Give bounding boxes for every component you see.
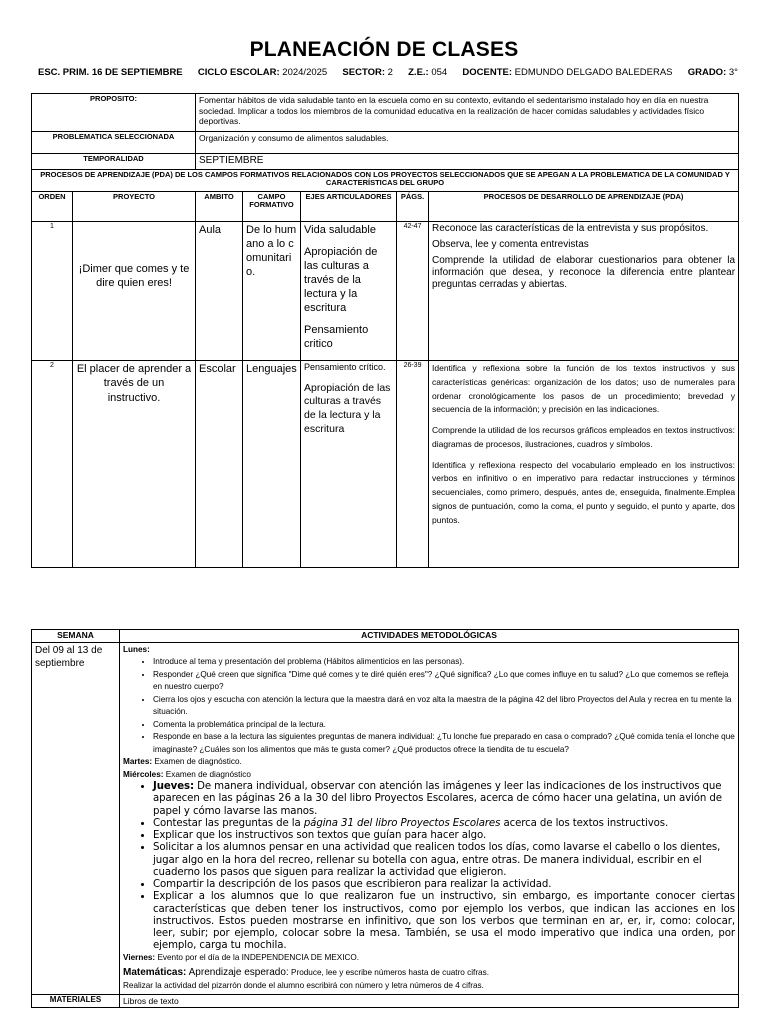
row-campo: Lenguajes (243, 361, 301, 568)
planning-table (31, 93, 739, 568)
zona-escolar: Z.E.: 054 (408, 67, 448, 78)
proposito-value: Fomentar hábitos de vida saludable tanto en la escuela como en su contexto, evitando el sedentarismo instalado hoy en día en nuestra sociedad. Implicar a todos los miembros de la comunidad educativa en la realización de hacer comidas saludables y actividades físico deportivas. (196, 94, 739, 132)
list-item: • Compartir la descripción de los pasos que escribieron para realizar la actividad. (153, 879, 735, 891)
list-item: • Jueves: De manera individual, observar con atención las imágenes y leer las indicaciones de los instructivos que aparecen en las páginas 26 a la 30 del libro Proyectos Escolares, acerca de cómo hacer una gelatina, un avión de papel y cómo lavarse las manos. (153, 781, 735, 818)
col-semana: SEMANA (32, 630, 120, 643)
jueves-list (123, 781, 735, 952)
row-orden: 1 (32, 221, 73, 361)
list-item: • Responde en base a la lectura las siguientes preguntas de manera individual: ¿Tu lonche fue preparado en casa o comprado? ¿Qué comida tenía el lonche que imaginaste? ¿Cuáles son los alimentos que más te gusta comer? ¿Qué productos ofrece la tiendita de tu escuela? (153, 731, 735, 756)
proposito-label: PROPOSITO: (32, 94, 196, 132)
row-proyecto: El placer de aprender a través de un instructivo. (73, 361, 196, 568)
materiales-value: Libros de texto (120, 994, 739, 1008)
page-title: PLANEACIÓN DE CLASES (249, 38, 519, 61)
col-proyecto: PROYECTO (73, 191, 196, 221)
problematica-value: Organización y consumo de alimentos saludables. (196, 132, 739, 154)
list-item: • Responder ¿Qué creen que significa "Dime qué comes y te diré quién eres"? ¿Qué significa? ¿Lo que comes influye en tu salud? ¿Lo que comemos se refleja en nuestro cuerpo? (153, 669, 735, 694)
lunes-label: Lunes: (123, 645, 150, 654)
week-range: Del 09 al 13 de septiembre (32, 643, 120, 995)
col-actividades: ACTIVIDADES METODOLÓGICAS (120, 630, 739, 643)
list-item: • Solicitar a los alumnos pensar en una actividad que realicen todos los días, como lavarse el cabello o los dientes, jugar algo en la hora del recreo, rellenar su botella con agua, entre otras. De manera individual, escribir en el cuaderno los pasos que siguen para realizar la actividad que eligieron. (153, 842, 735, 879)
cycle: CICLO ESCOLAR: 2024/2025 (197, 67, 328, 78)
header-info (38, 67, 738, 78)
col-ambito: AMBITO (196, 191, 243, 221)
row-pags: 26-39 (397, 361, 429, 568)
row-pags: 42-47 (397, 221, 429, 361)
problematica-label: PROBLEMATICA SELECCIONADA (32, 132, 196, 154)
pda-header: PROCESOS DE APRENDIZAJE (PDA) DE LOS CAMPOS FORMATIVOS RELACIONADOS CON LOS PROYECTOS SELECCIONADOS QUE SE APEGAN A LA PROBLEMATICA DE LA COMUNIDAD Y CARACTERÍSTICAS DEL GRUPO (32, 169, 739, 191)
list-item: • Contestar las preguntas de la página 31 del libro Proyectos Escolares acerca de los textos instructivos. (153, 818, 735, 830)
row-ejes: Pensamiento crítico. Apropiación de las culturas a través de la lectura y la escritura (301, 361, 397, 568)
list-item: • Introduce al tema y presentación del problema (Hábitos alimenticios en las personas). (153, 656, 735, 668)
col-pags: PÁGS. (397, 191, 429, 221)
table-row (32, 221, 739, 361)
list-item: • Comenta la problemática principal de la lectura. (153, 719, 735, 731)
school-name: ESC. PRIM. 16 DE SEPTIEMBRE (38, 67, 183, 78)
temporalidad-value: SEPTIEMBRE (196, 154, 739, 170)
row-ejes: Vida saludable Apropiación de las culturas a través de la lectura y la escritura Pensamiento critico (301, 221, 397, 361)
list-item: • Cierra los ojos y escucha con atención la lectura que la maestra dará en voz alta la maestra de la página 42 del libro Proyectos del Aula y recrea en tu mente la situación. (153, 694, 735, 719)
matematicas-activity: Realizar la actividad del pizarrón donde el alumno escribirá con número y letra números de 4 cifras. (123, 981, 484, 991)
row-pda: Reconoce las características de la entrevista y sus propósitos. Observa, lee y comenta entrevistas Comprende la utilidad de elaborar cuestionarios para obtener la información que desea, y reconoce la diferencia entre plantear preguntas cerradas y abiertas. (429, 221, 739, 361)
col-pda: PROCESOS DE DESARROLLO DE APRENDIZAJE (PDA) (429, 191, 739, 221)
activities-cell (120, 643, 739, 995)
martes-line: Martes: Examen de diagnóstico. (123, 757, 242, 767)
col-orden: ORDEN (32, 191, 73, 221)
temporalidad-label: TEMPORALIDAD (32, 154, 196, 170)
sector: SECTOR: 2 (342, 67, 393, 78)
teacher: DOCENTE: EDMUNDO DELGADO BALEDERAS (462, 67, 673, 78)
activities-table (31, 629, 739, 1008)
col-campo: CAMPO FORMATIVO (243, 191, 301, 221)
row-proyecto: ¡Dimer que comes y te dire quien eres! (73, 221, 196, 361)
list-item: • Explicar que los instructivos son textos que guían para hacer algo. (153, 830, 735, 842)
materiales-label: MATERIALES (32, 994, 120, 1008)
lunes-list (123, 656, 735, 756)
table-row (32, 361, 739, 568)
col-ejes: EJES ARTICULADORES (301, 191, 397, 221)
row-campo: De lo humano a lo comunitario. (243, 221, 301, 361)
miercoles-line: Miércoles: Examen de diagnóstico (123, 769, 251, 779)
row-orden: 2 (32, 361, 73, 568)
row-ambito: Escolar (196, 361, 243, 568)
viernes-line: Viernes: Evento por el día de la INDEPENDENCIA DE MEXICO. (123, 953, 360, 963)
list-item: • Explicar a los alumnos que lo que realizaron fue un instructivo, sin embargo, es importante conocer ciertas características que deben tener los instructivos, como por ejemplo los verbos, que indican las acciones en los instructivos. Estos pueden mostrarse en infinitivo, que son los verbos que terminan en ar, er, ir, como: colocar, leer, subir; por ejemplo, colocar sobre la mesa. También, se usa el modo imperativo que indica una orden, por ejemplo, carga tu mochila. (153, 891, 735, 952)
row-pda: Identifica y reflexiona sobre la función de los textos instructivos y sus características genéricas: organización de los datos; uso de numerales para ordenar cronológicamente los pasos de un procedimiento; brevedad y secuencia de la información; y precisión en las indicaciones. Comprende la utilidad de los recursos gráficos empleados en textos instructivos: diagramas de procesos, ilustraciones, cuadros y símbolos. Identifica y reflexiona respecto del vocabulario empleado en los instructivos: verbos en infinitivo o en imperativo para redactar instrucciones y términos secuenciales, como primero, después, antes de, enseguida, finalmente.Emplea signos de puntuación, como la coma, el punto y seguido, el punto y aparte, dos puntos. (429, 361, 739, 568)
grade: GRADO: 3° (687, 67, 738, 78)
row-ambito: Aula (196, 221, 243, 361)
matematicas-line: Matemáticas: Aprendizaje esperado: Produce, lee y escribe números hasta de cuatro cifras. (123, 966, 489, 978)
